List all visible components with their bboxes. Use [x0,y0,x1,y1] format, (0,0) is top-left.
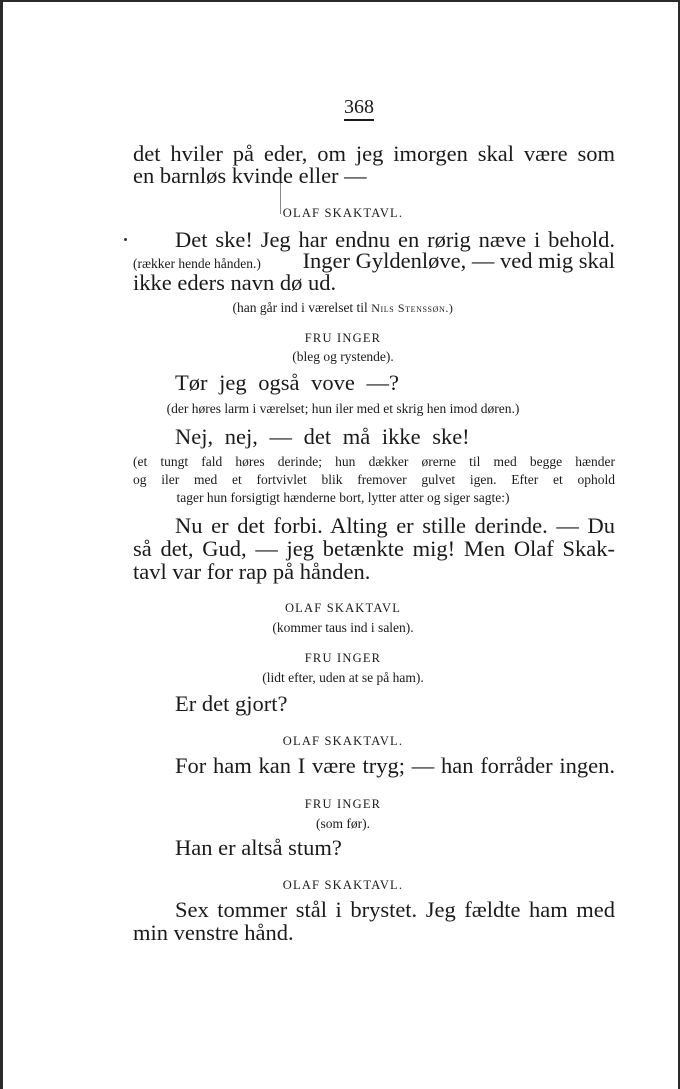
page-number: 368 [344,96,374,118]
text-line: For ham kan I være tryg; — han forråder ingen. [175,753,615,778]
text-line: Er det gjort? [175,691,288,716]
stage-direction: og iler med et fortvivlet blik fremover gulvet igen. Efter et ophold [133,472,615,487]
text-line: min venstre hånd. [133,920,294,945]
text-segment: Inger Gyldenløve, — ved mig skal [302,248,615,273]
text-line: Han er altså stum? [175,835,342,860]
speaker-name: OLAF SKAKTAVL. [282,878,404,892]
speaker-name: FRU INGER [304,331,382,345]
stage-direction: (kommer taus ind i salen). [272,620,414,635]
stage-direction: (et tungt fald høres derinde; hun dækker ørerne til med begge hænder [133,454,615,469]
text-line: ikke eders navn dø ud. [133,270,337,295]
speaker-name: OLAF SKAKTAVL. [282,734,404,748]
stage-direction: (lidt efter, uden at se på ham). [262,670,424,685]
character-name: Nils Stenssøn.) [371,301,454,315]
text-line: Nej, nej, — det må ikke ske! [175,424,470,449]
text-line: Det ske! Jeg har endnu en rørig næve i behold. [175,227,615,252]
text-line: Sex tommer stål i brystet. Jeg fældte ham med [175,897,615,922]
stage-direction: (som før). [316,816,370,831]
text-line: Nu er det forbi. Alting er stille derinde. — Du [175,513,615,538]
speaker-name: OLAF SKAKTAVL. [282,206,404,220]
stage-direction: (bleg og rystende). [292,349,394,364]
stage-direction: (der høres larm i værelset; hun iler med et skrig hen imod døren.) [166,401,520,416]
speck-mark [124,238,127,241]
text-line: tavl var for rap på hånden. [133,559,371,584]
stage-direction [3,299,680,317]
speaker-name: FRU INGER [304,651,382,665]
speaker-name: OLAF SKAKTAVL [284,601,402,615]
stage-direction-text: (han går ind i værelset til [232,300,368,315]
text-line: en barnløs kvinde eller — [133,163,367,188]
speaker-name: FRU INGER [304,797,382,811]
stage-direction: (rækker hende hånden.) [133,256,261,271]
text-line: det hviler på eder, om jeg imorgen skal være som [133,141,615,166]
stage-direction: tager hun forsigtigt hænderne bort, lytter atter og siger sagte:) [176,490,510,505]
text-line: Tør jeg også vove —? [175,370,399,395]
text-line: så det, Gud, — jeg betænkte mig! Men Olaf Skak- [133,536,615,561]
